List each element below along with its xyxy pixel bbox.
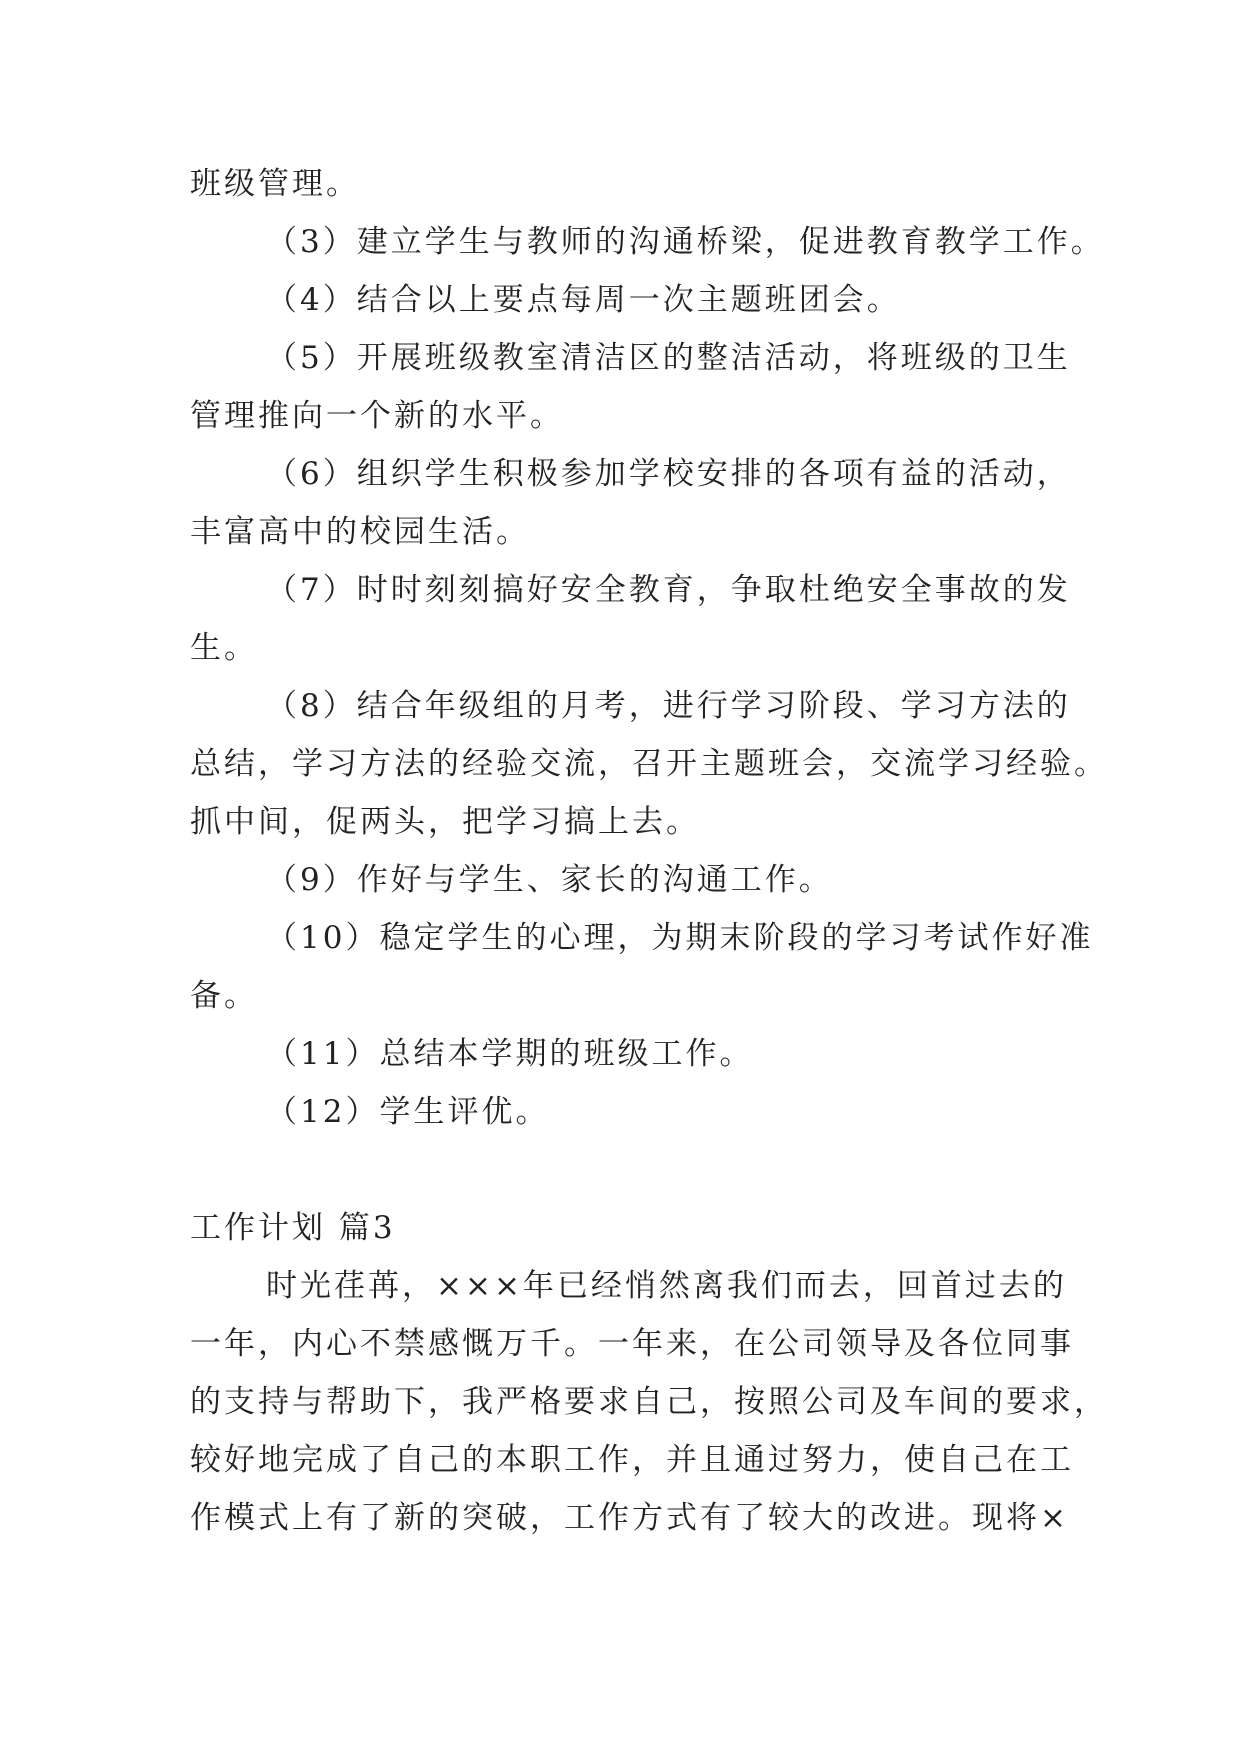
list-item: （9）作好与学生、家长的沟通工作。	[266, 862, 833, 898]
list-item: （11）总结本学期的班级工作。	[266, 1036, 754, 1072]
text-line: 丰富高中的校园生活。	[190, 514, 530, 550]
paragraph-line: 一年，内心不禁感慨万千。一年来，在公司领导及各位同事	[190, 1326, 1074, 1362]
section-heading: 工作计划 篇3	[190, 1210, 396, 1246]
list-item: （3）建立学生与教师的沟通桥梁，促进教育教学工作。	[266, 224, 1105, 260]
paragraph-line: 作模式上有了新的突破，工作方式有了较大的改进。现将×	[190, 1500, 1069, 1536]
text-line: 总结，学习方法的经验交流，召开主题班会，交流学习经验。	[190, 746, 1108, 782]
list-item: （12）学生评优。	[266, 1094, 550, 1130]
paragraph-line: 的支持与帮助下，我严格要求自己，按照公司及车间的要求，	[190, 1384, 1108, 1420]
paragraph-line: 时光荏苒，×××年已经悄然离我们而去，回首过去的	[266, 1268, 1067, 1304]
text-line: 管理推向一个新的水平。	[190, 398, 564, 434]
list-item: （5）开展班级教室清洁区的整洁活动，将班级的卫生	[266, 340, 1071, 376]
text-line: 抓中间，促两头，把学习搞上去。	[190, 804, 700, 840]
list-item: （7）时时刻刻搞好安全教育，争取杜绝安全事故的发	[266, 572, 1071, 608]
list-item: （10）稳定学生的心理，为期末阶段的学习考试作好准	[266, 920, 1094, 956]
list-item: （6）组织学生积极参加学校安排的各项有益的活动，	[266, 456, 1071, 492]
list-item: （4）结合以上要点每周一次主题班团会。	[266, 282, 901, 318]
text-line: 生。	[190, 630, 258, 666]
text-line: 班级管理。	[190, 166, 360, 202]
paragraph-line: 较好地完成了自己的本职工作，并且通过努力，使自己在工	[190, 1442, 1074, 1478]
text-line: 备。	[190, 978, 258, 1014]
list-item: （8）结合年级组的月考，进行学习阶段、学习方法的	[266, 688, 1071, 724]
